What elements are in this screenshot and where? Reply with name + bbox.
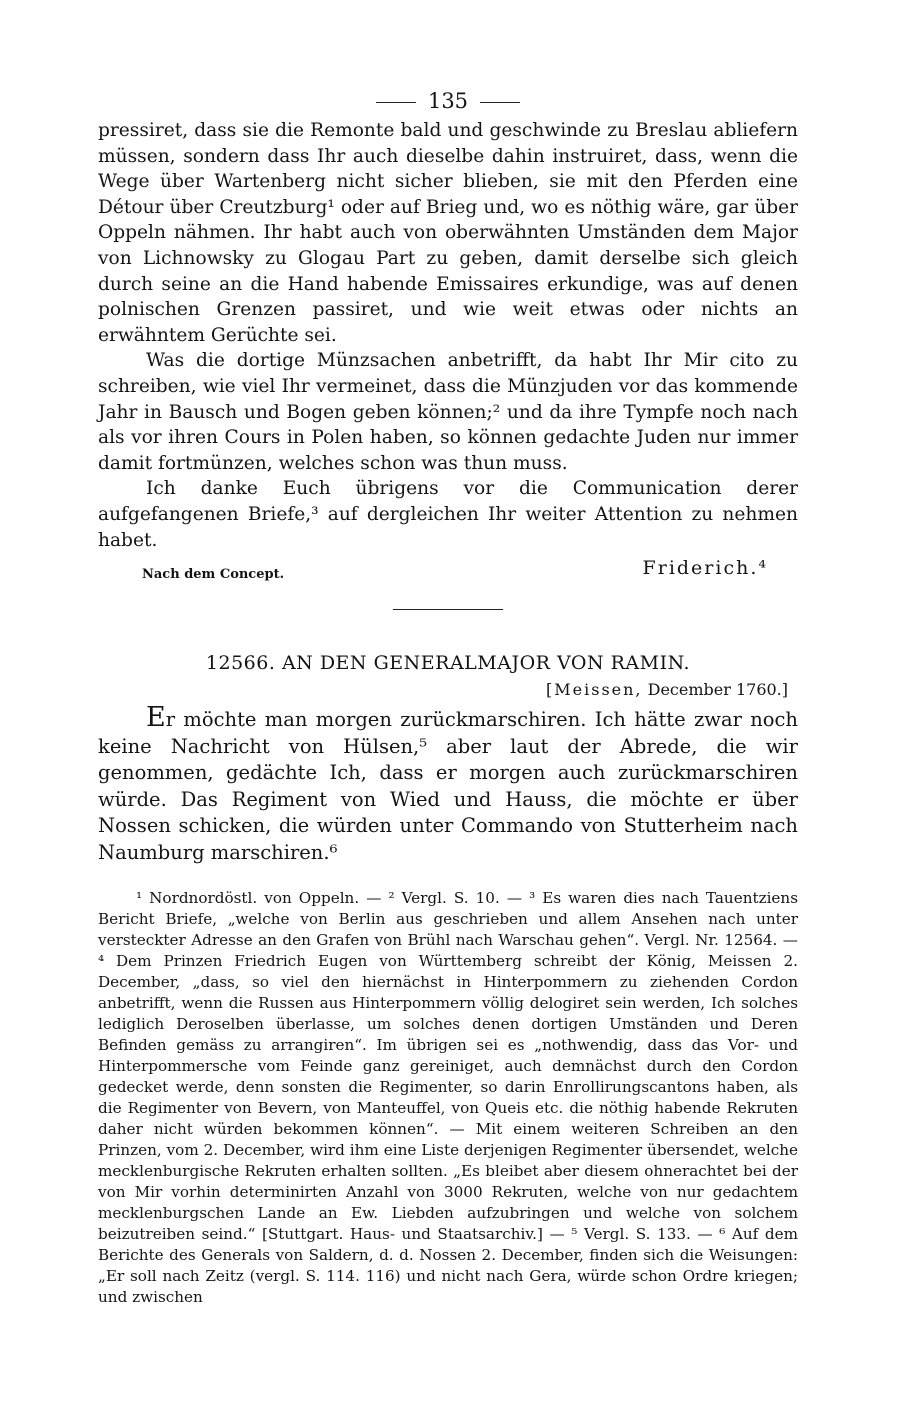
footnotes [98, 888, 798, 1308]
page [98, 84, 798, 1308]
letter-text: r möchte man morgen zurückmarschiren. Ich hätte zwar noch keine Nachricht von Hülsen,⁵ aber laut der Abrede, die wir genommen, gedächte Ich, dass er morgen auch zurückmarschiren würde. Das Regiment von Wied und Hauss, die möchte er über Nossen schicken, die würden unter Commando von Stutterheim nach Naumburg marschiren.⁶ [98, 708, 798, 864]
section-divider [393, 609, 503, 610]
closing-row [98, 557, 798, 593]
header-dash-left [376, 102, 416, 103]
letter-paragraph [98, 702, 798, 866]
page-header [98, 84, 798, 118]
footnote-text: ¹ Nordnordöstl. von Oppeln. — ² Vergl. S. 10. — ³ Es waren dies nach Tauentziens Bericht Briefe, „welche von Berlin aus geschrieben und allem Ansehen nach unter versteckter Adresse an den Grafen von Brühl nach Warschau gehen“. Vergl. Nr. 12564. — ⁴ Dem Prinzen Friedrich Eugen von Württemberg schreibt der König, Meissen 2. December, „dass, so viel den hiernächst in Hinterpommern zu ziehenden Cordon anbetrifft, wenn die Russen aus Hinterpommern völlig delogiret sein werden, Ich solches lediglich Deroselben überlasse, um solches denen dortigen Umständen und Deren Befinden gemäss zu arrangiren“. Im übrigen sei es „nothwendig, dass das Vor- und Hinterpommersche vom Feinde ganz gereiniget, auch demnächst durch den Cordon gedecket werde, denn sonsten die Regimenter, so darin Enrollirungscantons haben, als die Regimenter von Bevern, von Manteuffel, von Queis etc. die nöthig habende Rekruten daher nicht würden bekommen können“. — Mit einem weiteren Schreiben an den Prinzen, vom 2. December, wird ihm eine Liste derjenigen Regimenter übersendet, welche mecklenburgische Rekruten erhalten sollten. „Es bleibet aber diesem ohnerachtet bei der von Mir vorhin determinirten Anzahl von 3000 Rekruten, welche von nur gedachtem mecklenburgschen Lande an Ew. Liebden aufzubringen und welche von solchem beizutreiben seind.“ [Stuttgart. Haus- und Staatsarchiv.] — ⁵ Vergl. S. 133. — ⁶ Auf dem Berichte des Generals von Saldern, d. d. Nossen 2. December, finden sich die Weisungen: „Er soll nach Zeitz (vergl. S. 114. 116) und nicht nach Gera, würde schon Ordre kriegen; und zwischen [98, 889, 798, 1307]
signature: Friderich.⁴ [642, 557, 768, 580]
document-heading: 12566. AN DEN GENERALMAJOR VON RAMIN. [205, 652, 691, 675]
paragraph-2: Was die dortige Münzsachen anbetrifft, da habt Ihr Mir cito zu schreiben, wie viel Ihr vermeinet, dass die Münzjuden vor das kommende Jahr in Bausch und Bogen geben können;² und da ihre Tympfe noch nach als vor ihren Cours in Polen haben, so können gedachte Juden nur immer damit fortmünzen, welches schon was thun muss. [98, 350, 798, 474]
paragraph-1: pressiret, dass sie die Remonte bald und geschwinde zu Breslau abliefern müssen, sondern dass Ihr auch dieselbe dahin instruiret, dass, wenn die Wege über Wartenberg nicht sicher blieben, sie mit den Pferden eine Détour über Creutzburg¹ oder auf Brieg und, wo es nöthig wäre, gar über Oppeln nähmen. Ihr habt auch von oberwähnten Umständen dem Major von Lichnowsky zu Glogau Part zu geben, damit derselbe sich gleich durch seine an die Hand habende Emissaires erkundige, was auf denen polnischen Grenzen passiret, und wie weit etwas oder nichts an erwähntem Gerüchte sei. [98, 120, 798, 346]
page-number: 135 [427, 89, 469, 113]
date-text: December 1760.] [647, 680, 788, 700]
paragraph-3: Ich danke Euch übrigens vor die Communication derer aufgefangenen Briefe,³ auf dergleichen Ihr weiter Attention zu nehmen habet. [98, 478, 798, 551]
source-note: Nach dem Concept. [142, 567, 285, 583]
letter-initial: E [146, 702, 166, 734]
document-date [98, 680, 798, 699]
header-dash-right [480, 102, 520, 103]
date-place: [Meissen, [546, 680, 643, 700]
